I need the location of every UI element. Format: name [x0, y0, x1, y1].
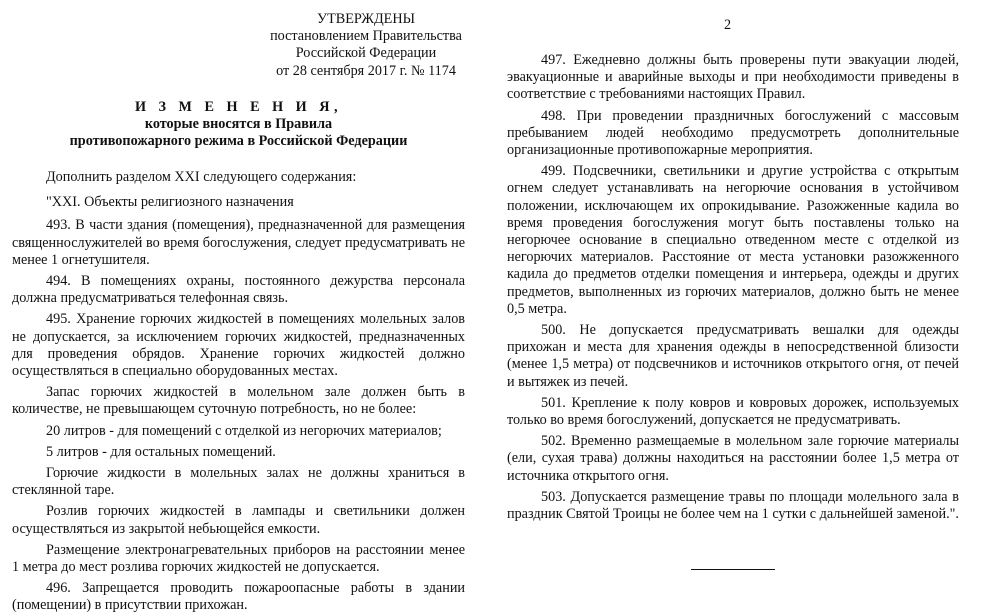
paragraph-494: 494. В помещениях охраны, постоянного дежурства персонала должна предусматриваться телефонная связь.: [12, 273, 465, 307]
title-main: И З М Е Н Е Н И Я,: [134, 99, 343, 115]
paragraph-498: 498. При проведении праздничных богослужений с массовым пребыванием людей необходимо предусмотреть дополнительные организационные противопожарные мероприятия.: [507, 107, 959, 159]
paragraph-495-supply: Запас горючих жидкостей в молельном зале должен быть в количестве, не превышающем суточную потребность, но не более:: [12, 384, 465, 418]
paragraph-503: 503. Допускается размещение травы по площади молельного зала в праздник Святой Троицы не более чем на 1 сутки с дальнейшей заменой.".: [507, 488, 959, 523]
paragraph-499: 499. Подсвечники, светильники и другие устройства с открытым огнем следует устанавливать на негорючие основания в устойчивом положении, исключающем их опрокидывание. Разожженные кадила во время проведения богослужения могут быть поставлены только на негорючее основание в специально отведенном месте с отделкой из негорючих материалов. Расстояние от места установки разожженного кадила до предметов отделки помещения и интерьера, одежды и других предметов, выполненных из горючих материалов, должно быть не менее 0,5 метра.: [507, 163, 959, 317]
paragraph-495-heaters: Размещение электронагревательных приборов на расстоянии менее 1 метра до мест розлива горючих жидкостей не допускается.: [12, 541, 465, 576]
paragraph-493: 493. В части здания (помещения), предназначенной для размещения священнослужителей во время богослужения, следует предусматривать не менее 1 огнетушителя.: [12, 217, 465, 268]
paragraph-501: 501. Крепление к полу ковров и ковровых дорожек, используемых только во время богослужений, допускается не предусматривать.: [507, 394, 959, 429]
approved-date-line: от 28 сентября 2017 г. № 1174: [276, 62, 456, 79]
document-title: [12, 99, 465, 151]
paragraph-497: 497. Ежедневно должны быть проверены пути эвакуации людей, эвакуационные и аварийные выходы и при необходимости приведены в соответствие с требованиями настоящих Правил.: [507, 52, 959, 103]
paragraph-495-pouring: Розлив горючих жидкостей в лампады и светильники должен осуществляться из закрытой небьющейся емкости.: [12, 503, 465, 537]
left-column: [12, 169, 465, 615]
paragraph-496: 496. Запрещается проводить пожароопасные работы в здании (помещении) в присутствии прихожан.: [12, 580, 465, 614]
intro-paragraph: Дополнить разделом XXI следующего содержания:: [46, 169, 357, 185]
paragraph-495: 495. Хранение горючих жидкостей в помещениях молельных залов не допускается, за исключением горючих жидкостей, предназначенных для проведения обрядов. Хранение горючих жидкостей должно осуществляться в специально оборудованных местах.: [12, 311, 465, 380]
approval-stamp: [268, 11, 464, 80]
closing-divider: [691, 569, 775, 570]
approved-heading: УТВЕРЖДЕНЫ: [317, 11, 415, 27]
paragraph-495-limit-5: 5 литров - для остальных помещений.: [46, 443, 276, 460]
paragraph-495-glass: Горючие жидкости в молельных залах не должны храниться в стеклянной таре.: [12, 465, 465, 499]
approved-authority-line: Российской Федерации: [295, 45, 437, 62]
section-heading: "XXI. Объекты религиозного назначения: [46, 194, 294, 211]
right-column: [507, 52, 959, 523]
paragraph-500: 500. Не допускается предусматривать вешалки для одежды прихожан и места для хранения одежды в непосредственной близости (менее 1,5 метра) от подсвечников и источников открытого огня, от печей и вытяжек из печей.: [507, 322, 959, 390]
paragraph-502: 502. Временно размещаемые в молельном зале горючие материалы (ели, сухая трава) должны находиться на расстоянии более 1,5 метра от источника открытого огня.: [507, 433, 959, 484]
page-number: 2: [724, 17, 732, 33]
title-sub-1: которые вносятся в Правила: [144, 116, 333, 133]
title-sub-2: противопожарного режима в Российской Федерации: [69, 133, 408, 150]
approved-by-line: постановлением Правительства: [270, 28, 462, 45]
paragraph-495-limit-20: 20 литров - для помещений с отделкой из негорючих материалов;: [46, 422, 442, 439]
